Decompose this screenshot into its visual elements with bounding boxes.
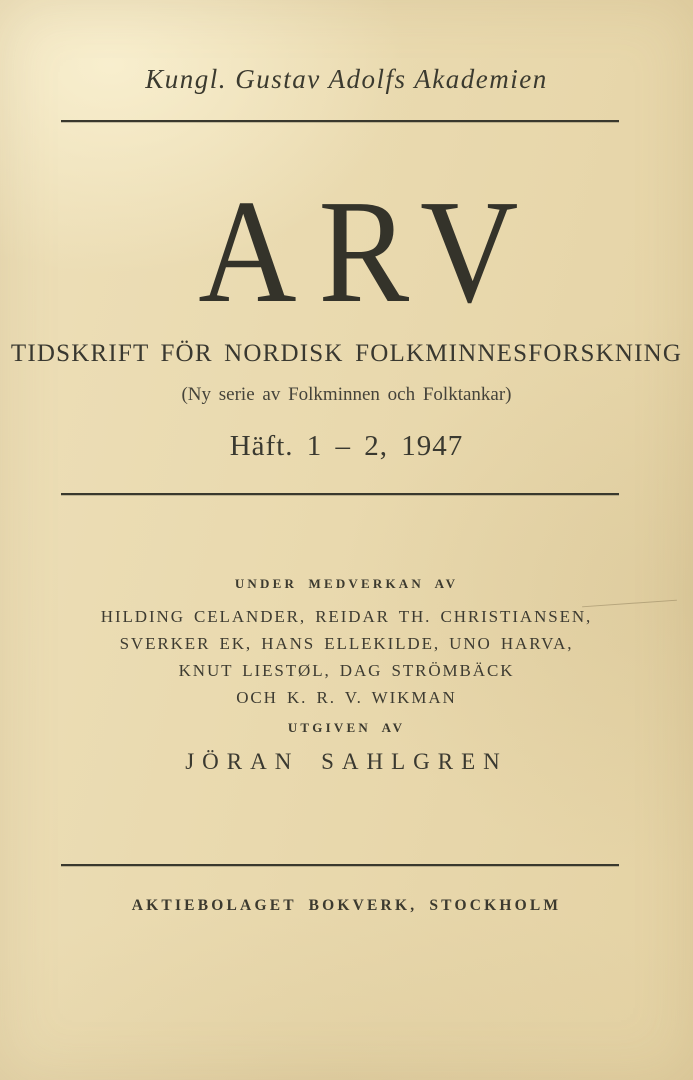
- collaboration-heading: UNDER MEDVERKAN AV: [234, 576, 459, 591]
- horizontal-rule-middle: [61, 493, 619, 495]
- academy-name: Kungl. Gustav Adolfs Akademien: [145, 64, 548, 94]
- contributor-line: HILDING CELANDER, REIDAR TH. CHRISTIANSEN,: [100, 607, 593, 626]
- editor-name: JÖRAN SAHLGREN: [185, 749, 508, 774]
- issue-and-year: Häft. 1 – 2, 1947: [229, 430, 464, 462]
- publisher-imprint: AKTIEBOLAGET BOKVERK, STOCKHOLM: [131, 897, 562, 914]
- contributor-line: SVERKER EK, HANS ELLEKILDE, UNO HARVA,: [119, 634, 574, 653]
- contributor-line: OCH K. R. V. WIKMAN: [236, 688, 457, 707]
- contributor-list: [0, 603, 693, 711]
- editor-heading: UTGIVEN AV: [287, 720, 406, 735]
- series-note: (Ny serie av Folkminnen och Folktankar): [181, 384, 512, 405]
- horizontal-rule-bottom: [61, 864, 619, 866]
- journal-title: ARV: [198, 170, 541, 334]
- horizontal-rule-top: [61, 120, 619, 122]
- journal-subtitle: TIDSKRIFT FÖR NORDISK FOLKMINNESFORSKNING: [10, 340, 683, 367]
- contributor-line: KNUT LIESTØL, DAG STRÖMBÄCK: [178, 661, 515, 680]
